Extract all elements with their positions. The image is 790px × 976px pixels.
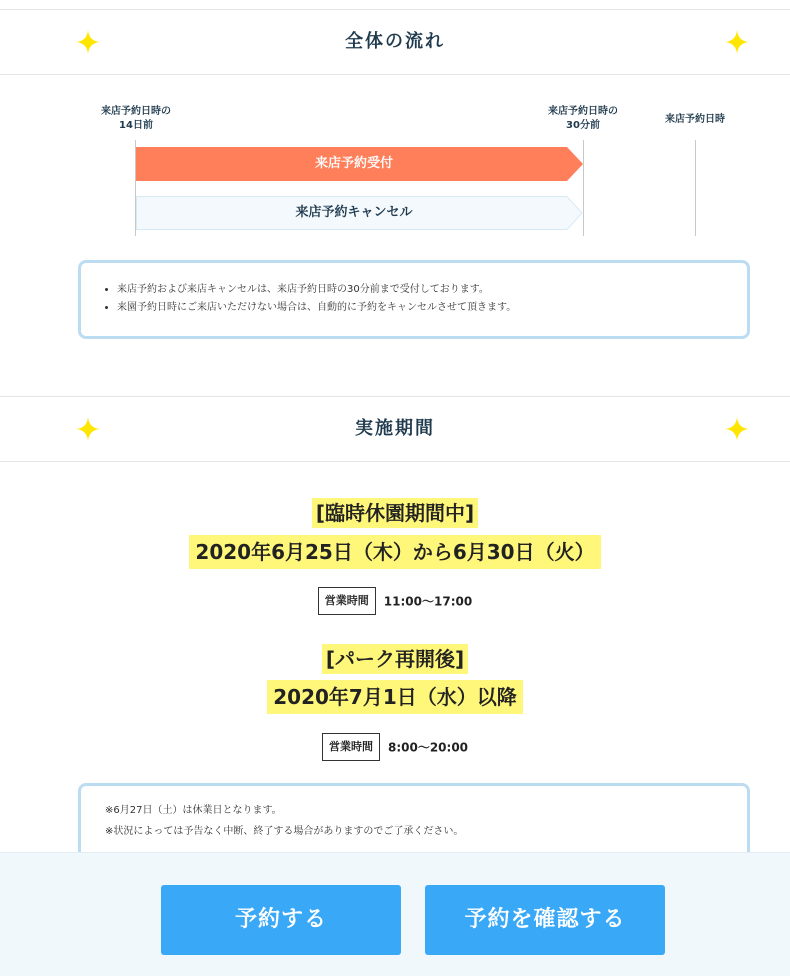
- period-section-title: 実施期間: [355, 418, 435, 439]
- reservation-cancel-bar: [136, 196, 583, 230]
- business-hours-value: 11:00〜17:00: [383, 594, 473, 609]
- flow-section-header: [0, 9, 790, 75]
- business-hours-badge: 営業時間: [318, 587, 376, 615]
- timeline-marker-reservation: [650, 113, 740, 127]
- reserve-button[interactable]: 予約する: [161, 885, 401, 955]
- marker-text: 来店予約日時の: [101, 106, 171, 117]
- period1-dates: 2020年6月25日（木）から6月30日（火）: [189, 535, 600, 569]
- timeline-line: [583, 140, 584, 236]
- marker-text: 来店予約日時の: [548, 106, 618, 117]
- period2-heading-row: [0, 644, 790, 674]
- notice-list: [81, 263, 747, 317]
- period2-heading: [パーク再開後]: [322, 644, 468, 674]
- reservation-cancel-label: 来店予約キャンセル: [295, 205, 413, 220]
- timeline-marker-14days: [86, 105, 186, 133]
- flow-section-title: 全体の流れ: [345, 31, 445, 52]
- footer-action-bar: [0, 852, 790, 976]
- period2-hours: [0, 733, 790, 761]
- reservation-accept-bar: [136, 147, 583, 181]
- sparkle-icon: [725, 30, 749, 54]
- period-notice-line: ※状況によっては予告なく中断、終了する場合がありますのでご了承ください。: [105, 826, 464, 837]
- confirm-reservation-button[interactable]: 予約を確認する: [425, 885, 665, 955]
- period1-heading-row: [0, 498, 790, 528]
- business-hours-value: 8:00〜20:00: [387, 740, 469, 755]
- timeline-marker-30min: [533, 105, 633, 133]
- reservation-accept-label: 来店予約受付: [314, 156, 393, 171]
- period-notice-line: ※6月27日（土）は休業日となります。: [105, 805, 282, 816]
- period1-hours: [0, 587, 790, 615]
- period2-dates: 2020年7月1日（水）以降: [267, 680, 523, 714]
- timeline-line: [695, 140, 696, 236]
- period1-heading: [臨時休園期間中]: [312, 498, 478, 528]
- marker-text: 14日前: [119, 120, 153, 131]
- marker-text: 30分前: [566, 120, 600, 131]
- period2-dates-row: [0, 680, 790, 714]
- period1-dates-row: [0, 535, 790, 569]
- marker-text: 来店予約日時: [665, 114, 725, 125]
- flow-notice-box: [78, 260, 750, 339]
- notice-item: • 来店予約および来店キャンセルは、来店予約日時の30分前まで受付しております。: [117, 281, 747, 299]
- sparkle-icon: [725, 417, 749, 441]
- period-section-header: [0, 396, 790, 462]
- business-hours-badge: 営業時間: [322, 733, 380, 761]
- notice-item: • 来園予約日時にご来店いただけない場合は、自動的に予約をキャンセルさせて頂きます。: [117, 299, 747, 317]
